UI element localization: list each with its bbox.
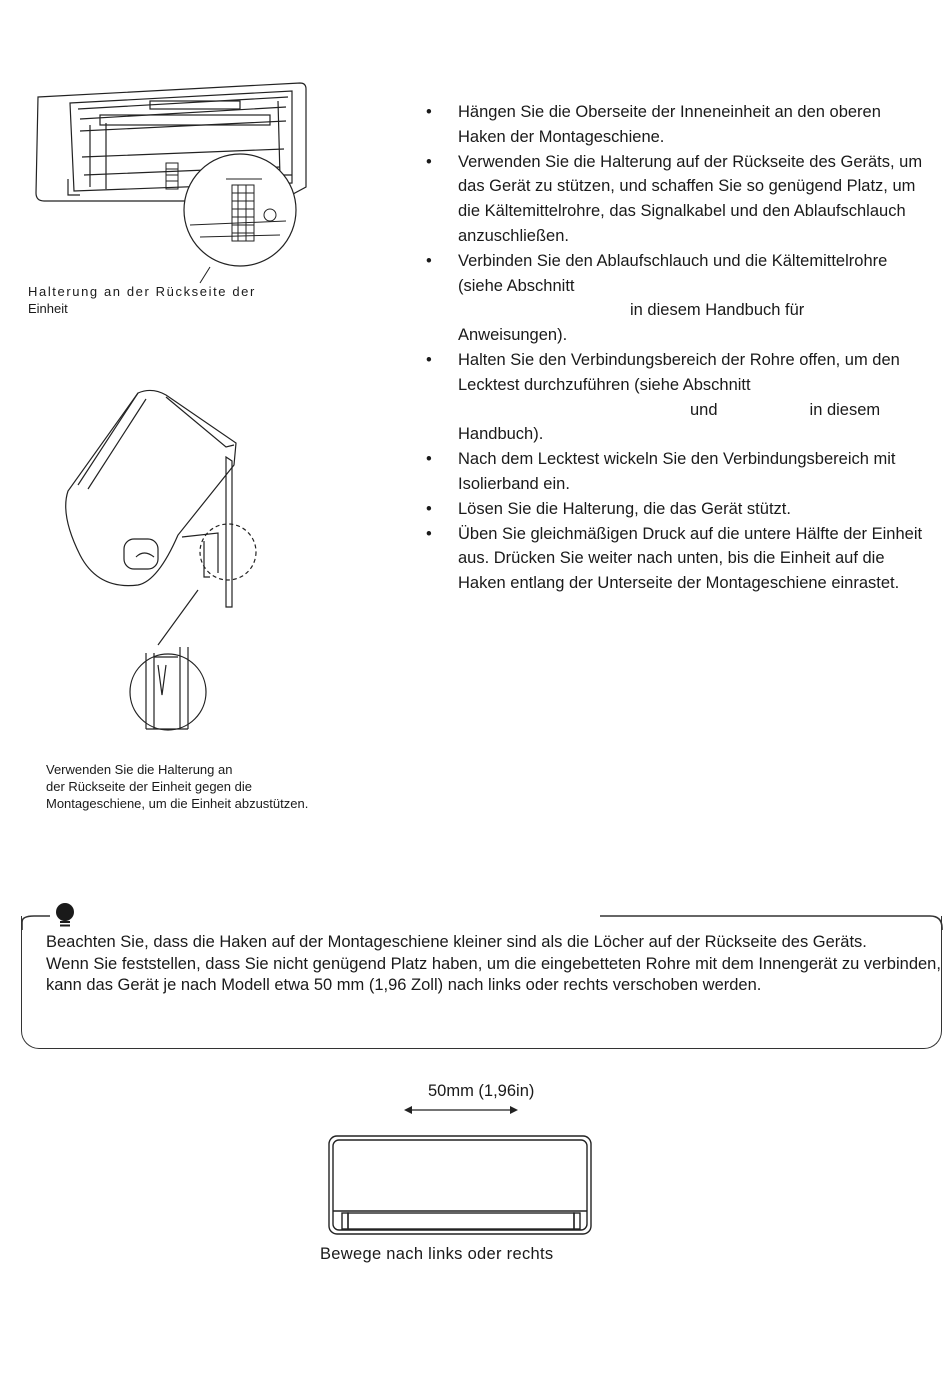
shift-dimension-label: 50mm (1,96in) — [428, 1082, 535, 1100]
step-4-text-d: Handbuch). — [458, 425, 544, 444]
step-3 — [426, 249, 926, 348]
step-1-text: Hängen Sie die Oberseite der Inneneinheit an den oberen Haken der Montageschiene. — [458, 103, 881, 146]
step-3-text-a: Verbinden Sie den Ablaufschlauch und die Kältemittelrohre (siehe Abschnitt — [458, 251, 888, 295]
step-5 — [426, 447, 926, 497]
figure2-caption-line2: der Rückseite der Einheit gegen die — [46, 779, 252, 794]
step-2 — [426, 150, 926, 249]
step-5-text: Nach dem Lecktest wickeln Sie den Verbindungsbereich mit Isolierband ein. — [458, 450, 896, 493]
lightbulb-icon — [52, 902, 78, 932]
double-arrow-icon — [402, 1103, 522, 1117]
step-4 — [426, 348, 926, 447]
installation-steps-list — [426, 100, 926, 596]
move-caption: Bewege nach links oder rechts — [320, 1245, 554, 1263]
step-1 — [426, 100, 926, 150]
note-text — [46, 932, 941, 997]
step-6-text: Lösen Sie die Halterung, die das Gerät stützt. — [458, 499, 791, 518]
unit-back-bracket-illustration — [30, 75, 330, 345]
step-6 — [426, 497, 926, 522]
step-2-text: Verwenden Sie die Halterung auf der Rückseite des Geräts, um das Gerät zu stützen, und schaffen Sie so genügend Platz, um die Kältemittelrohre, das Signalkabel und den Ablaufschlauch anzuschließen. — [458, 152, 923, 245]
figure2-caption-line3: Montageschiene, um die Einheit abzustützen. — [46, 796, 309, 811]
figure1-caption-line1: Halterung an der Rückseite der — [28, 284, 256, 299]
step-4-text-a: Halten Sie den Verbindungsbereich der Rohre offen, um den Lecktest durchzuführen (siehe Abschnitt — [458, 350, 900, 394]
step-3-text-c: Anweisungen). — [458, 326, 568, 345]
note-top-border — [0, 900, 950, 930]
note-text-1: Beachten Sie, dass die Haken auf der Montageschiene kleiner sind als die Löcher auf der Rückseite des Geräts. — [46, 933, 867, 951]
step-7 — [426, 522, 926, 596]
step-4-text-c: in diesem — [809, 400, 881, 419]
step-7-text: Üben Sie gleichmäßigen Druck auf die untere Hälfte der Einheit aus. Drücken Sie weiter nach unten, bis die Einheit auf die Haken entlang der Unterseite der Montageschiene einrastet. — [458, 524, 923, 593]
step-4-text-b: und — [690, 400, 718, 419]
unit-front-illustration — [328, 1135, 594, 1237]
note-text-2: Wenn Sie feststellen, dass Sie nicht genügend Platz haben, um die eingebetteten Rohre mit dem Innengerät zu verbinden, kann das Gerät je nach Modell etwa 50 mm (1,96 Zoll) nach links oder rechts verschoben werden. — [46, 954, 941, 994]
figure2-caption-line1: Verwenden Sie die Halterung an — [46, 762, 233, 777]
unit-side-mounting-illustration — [58, 385, 298, 745]
step-3-text-b: in diesem Handbuch für — [630, 301, 805, 320]
figure1-caption-line2: Einheit — [28, 301, 68, 316]
